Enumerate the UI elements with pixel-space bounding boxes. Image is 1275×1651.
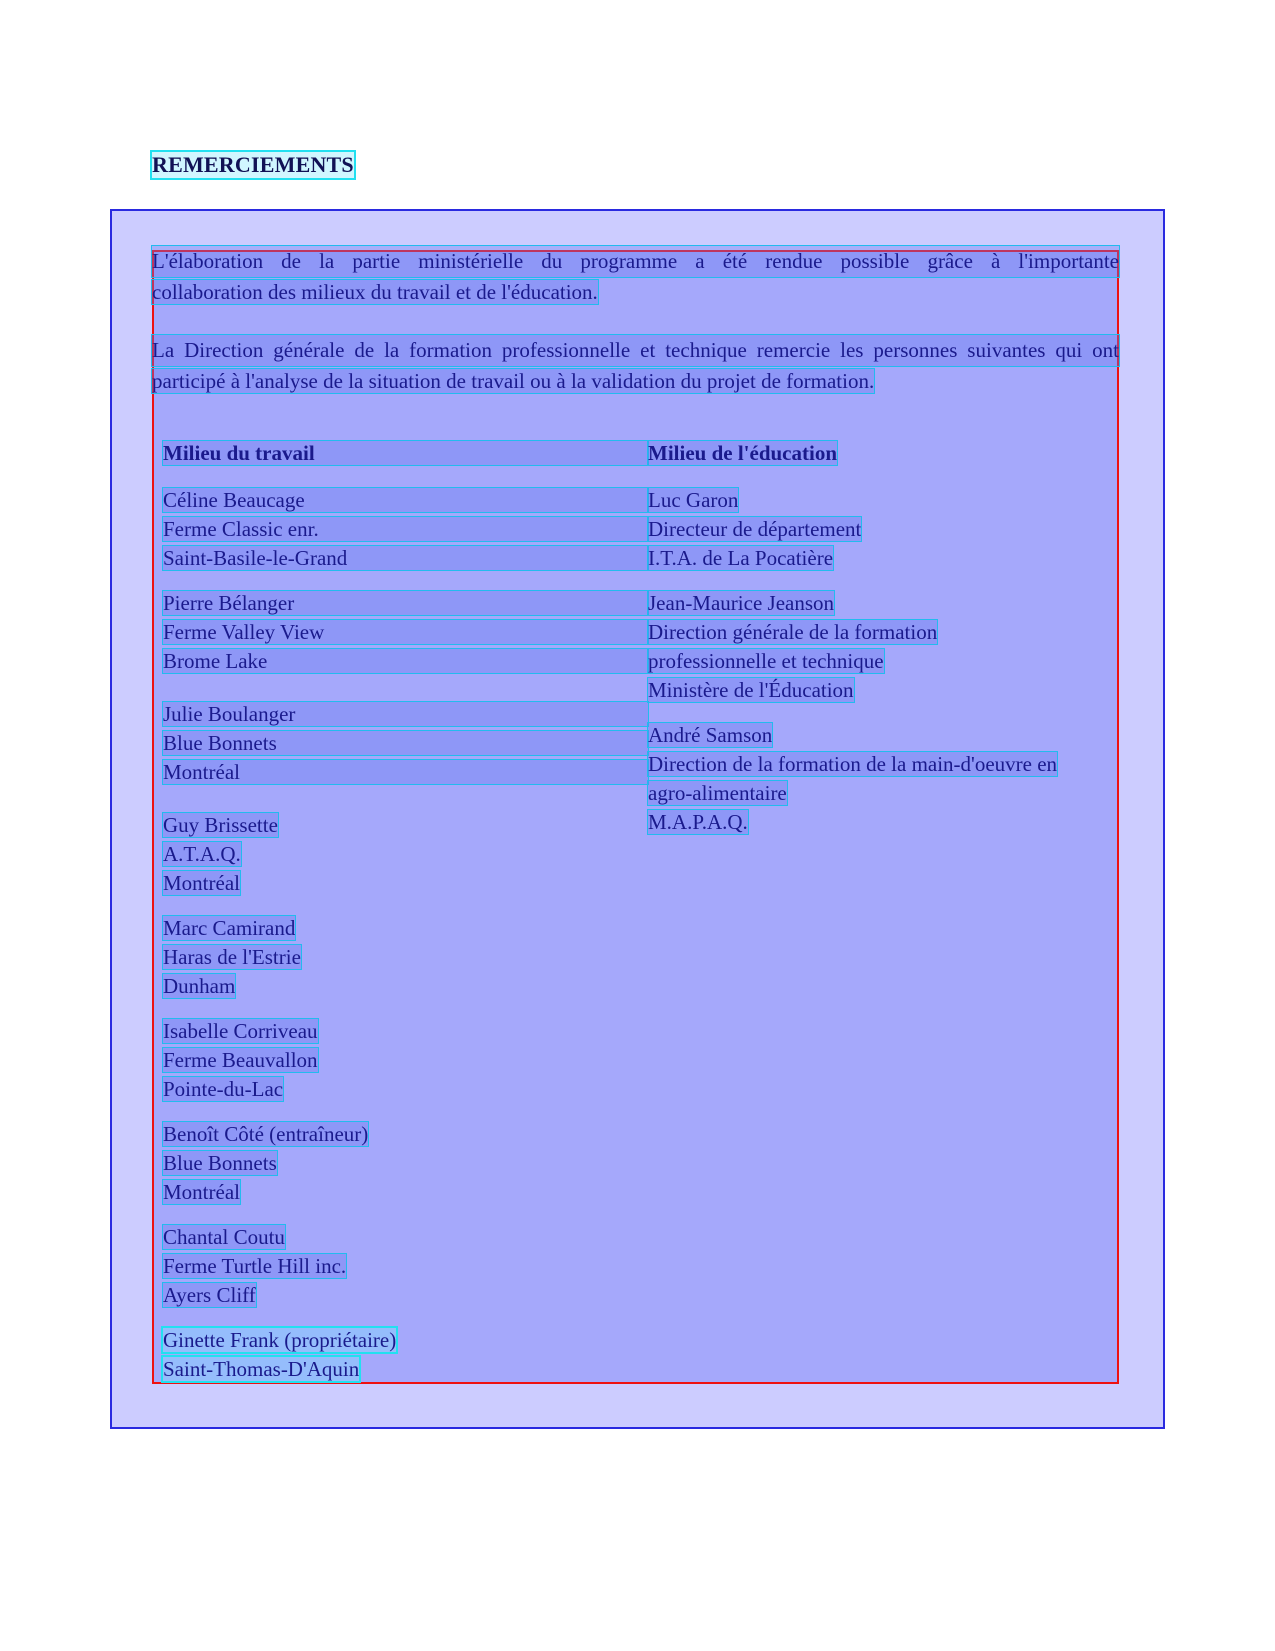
contact-ministry: M.A.P.A.Q.	[648, 810, 748, 834]
work-contact-7	[163, 1122, 648, 1204]
work-contact-1	[163, 488, 648, 570]
contact-city: Brome Lake	[163, 649, 648, 673]
contact-organization: Direction de la formation de la main-d'oeuvre en	[648, 752, 1058, 776]
contact-ministry: Ministère de l'Éducation	[648, 678, 854, 702]
contact-name: Guy Brissette	[163, 813, 278, 837]
intro-paragraph-1	[152, 246, 1119, 308]
contact-organization: Ferme Valley View	[163, 620, 648, 644]
contact-organization: Ferme Classic enr.	[163, 517, 648, 541]
contact-organization: A.T.A.Q.	[163, 842, 241, 866]
contact-name: Céline Beaucage	[163, 488, 648, 512]
contact-city: Dunham	[163, 974, 236, 998]
work-contact-2	[163, 591, 648, 673]
contact-organization: I.T.A. de La Pocatière	[648, 546, 834, 570]
contact-city: Pointe-du-Lac	[163, 1077, 284, 1101]
contact-name: Marc Camirand	[163, 916, 296, 940]
contact-city: Montréal	[163, 760, 648, 784]
contact-name: Jean-Maurice Jeanson	[648, 591, 835, 615]
contact-organization-continued: professionnelle et technique	[648, 649, 884, 673]
contact-organization: Haras de l'Estrie	[163, 945, 301, 969]
contact-organization: Blue Bonnets	[163, 1151, 277, 1175]
contact-name: Julie Boulanger	[163, 702, 648, 726]
contact-organization: Ferme Beauvallon	[163, 1048, 318, 1072]
work-contact-4	[163, 813, 648, 895]
contact-name: André Samson	[648, 723, 773, 747]
contact-city: Saint-Basile-le-Grand	[163, 546, 648, 570]
work-column-heading: Milieu du travail	[163, 441, 648, 465]
work-contact-5	[163, 916, 648, 998]
work-column	[163, 441, 648, 1402]
contact-name: Benoît Côté (entraîneur)	[163, 1122, 369, 1146]
contact-city: Ayers Cliff	[163, 1283, 256, 1307]
intro-paragraph-2-line-2: participé à l'analyse de la situation de travail ou à la validation du projet de formation.	[152, 369, 875, 393]
contact-name: Luc Garon	[648, 488, 739, 512]
education-contact-1	[648, 488, 1057, 570]
contact-city: Montréal	[163, 871, 240, 895]
work-contact-8	[163, 1225, 648, 1307]
contact-organization: Blue Bonnets	[163, 731, 648, 755]
intro-paragraph-1-line-1: L'élaboration de la partie ministérielle du programme a été rendue possible grâce à l'importante	[152, 246, 1119, 277]
contact-organization-continued: agro-alimentaire	[648, 781, 787, 805]
work-contact-3	[163, 702, 648, 784]
education-contact-2	[648, 591, 1057, 702]
work-contact-9	[163, 1328, 648, 1381]
intro-paragraph-2	[152, 335, 1119, 397]
contact-city: Saint-Thomas-D'Aquin	[163, 1357, 360, 1381]
contact-organization: Ferme Turtle Hill inc.	[163, 1254, 347, 1278]
contact-name: Ginette Frank (propriétaire)	[163, 1328, 397, 1352]
page-title: REMERCIEMENTS	[152, 152, 354, 177]
contact-city: Montréal	[163, 1180, 240, 1204]
contact-name: Chantal Coutu	[163, 1225, 285, 1249]
education-column-heading: Milieu de l'éducation	[648, 441, 837, 465]
intro-paragraph-1-line-2: collaboration des milieux du travail et de l'éducation.	[152, 280, 598, 304]
contact-name: Isabelle Corriveau	[163, 1019, 318, 1043]
contact-role: Directeur de département	[648, 517, 862, 541]
work-contact-6	[163, 1019, 648, 1101]
education-contact-3	[648, 723, 1057, 834]
contact-name: Pierre Bélanger	[163, 591, 648, 615]
contact-organization: Direction générale de la formation	[648, 620, 938, 644]
education-column	[648, 441, 1057, 855]
intro-paragraph-2-line-1: La Direction générale de la formation professionnelle et technique remercie les personnes suivantes qui ont	[152, 335, 1119, 366]
